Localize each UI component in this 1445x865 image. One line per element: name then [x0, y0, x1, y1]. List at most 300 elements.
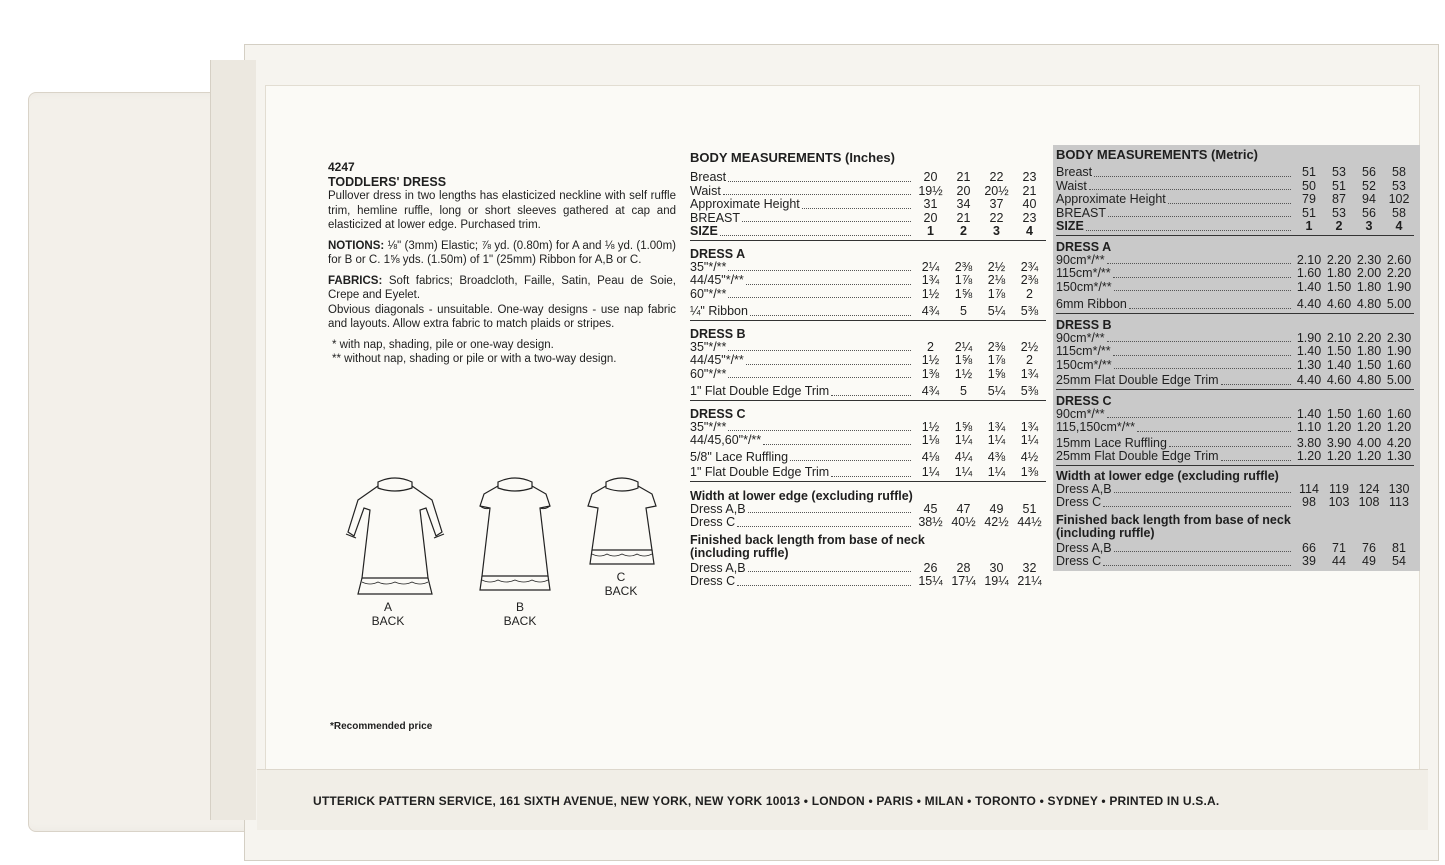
row-value: 1 — [927, 224, 934, 238]
row-label: Dress C — [690, 574, 736, 588]
row-value: 1¼ — [987, 433, 1006, 447]
inches-width-c — [690, 516, 1046, 530]
row-value: 1.90 — [1386, 344, 1412, 358]
metric-b-row-4 — [1056, 374, 1414, 388]
inches-row-breast-caps — [690, 212, 1046, 226]
row-value: 94 — [1362, 192, 1376, 206]
row-label: Breast — [1056, 165, 1093, 179]
dot-leader — [748, 512, 911, 513]
pattern-description — [328, 160, 676, 367]
row-value: 28 — [956, 560, 971, 575]
row-value: 71 — [1332, 540, 1346, 555]
metric-measurements-table — [1053, 145, 1420, 571]
row-value: 37 — [989, 197, 1004, 211]
row-label: Dress C — [1056, 495, 1102, 509]
notions-label: NOTIONS: — [328, 239, 385, 252]
dot-leader — [723, 194, 911, 195]
row-value: 38½ — [918, 515, 943, 529]
row-value: 1.60 — [1386, 406, 1412, 421]
row-value: 1 — [1305, 219, 1313, 233]
row-label: Dress A,B — [1056, 481, 1112, 496]
row-value: 130 — [1388, 481, 1410, 496]
inches-a-row-4 — [690, 305, 1046, 319]
row-value: 3 — [993, 224, 1000, 238]
row-value: 3.90 — [1326, 435, 1352, 450]
metric-a-row-2 — [1056, 267, 1414, 281]
inches-width-block — [690, 490, 1046, 589]
row-value: 2.20 — [1356, 330, 1382, 345]
row-value: 1⅜ — [921, 366, 940, 381]
row-value: 1¼ — [1020, 433, 1039, 447]
metric-heading: BODY MEASUREMENTS (Metric) — [1056, 147, 1259, 162]
inches-length-heading: Finished back length from base of neck (including ruffle) — [690, 532, 925, 560]
row-value: 2⅜ — [987, 339, 1006, 354]
row-value: 1¾ — [1020, 366, 1039, 381]
row-label: 35"*/** — [690, 259, 727, 274]
row-value: 108 — [1358, 495, 1380, 509]
metric-row-height — [1056, 193, 1414, 207]
sketch-b-letter: B — [515, 600, 524, 614]
row-label: 44/45"*/** — [690, 353, 744, 367]
metric-c-row-3 — [1056, 437, 1414, 451]
row-value: 2.00 — [1356, 266, 1382, 280]
inches-c-row-3 — [690, 451, 1046, 465]
row-value: 53 — [1392, 178, 1406, 193]
row-value: 1⅛ — [921, 433, 940, 447]
dot-leader — [763, 444, 911, 445]
inches-c-row-1 — [690, 421, 1046, 435]
row-value: 1½ — [954, 366, 973, 381]
row-value: 58 — [1392, 165, 1406, 179]
row-value: 4.60 — [1326, 373, 1352, 387]
fabrics-label: FABRICS: — [328, 274, 383, 287]
row-value: 103 — [1328, 495, 1350, 509]
fabrics-paragraph — [328, 274, 676, 303]
metric-a-row-3 — [1056, 281, 1414, 295]
sketch-c-letter: C — [616, 570, 626, 584]
dot-leader — [728, 181, 911, 182]
row-value: 2.30 — [1356, 252, 1382, 267]
dot-leader — [1114, 492, 1291, 493]
sketch-c — [572, 470, 672, 598]
metric-width-block — [1056, 470, 1414, 569]
inches-length-ab — [690, 562, 1046, 576]
inches-row-breast — [690, 171, 1046, 185]
dot-leader — [720, 235, 911, 236]
metric-length-ab — [1056, 542, 1414, 556]
metric-a-row-1 — [1056, 254, 1414, 268]
row-label: 60"*/** — [690, 366, 727, 381]
dot-leader — [1113, 277, 1291, 278]
dot-leader — [790, 460, 911, 461]
row-value: 39 — [1302, 554, 1316, 568]
row-label: Approximate Height — [690, 197, 800, 211]
dot-leader — [742, 221, 911, 222]
dot-leader — [1094, 176, 1291, 177]
inches-width-heading: Width at lower edge (excluding ruffle) — [690, 488, 913, 503]
row-value: 4.40 — [1296, 373, 1322, 387]
row-value: 114 — [1299, 481, 1319, 496]
row-value: 2.60 — [1386, 252, 1412, 267]
metric-dress-c — [1056, 394, 1414, 466]
row-value: 5⅜ — [1020, 304, 1039, 318]
row-value: 17¼ — [951, 574, 976, 588]
row-value: 1.90 — [1296, 330, 1322, 345]
row-value: 1.80 — [1356, 344, 1382, 358]
inches-row-height — [690, 198, 1046, 212]
row-value: 1.60 — [1386, 357, 1412, 372]
dot-leader — [1107, 263, 1291, 264]
dot-leader — [1113, 355, 1291, 356]
row-value: 1.40 — [1296, 279, 1322, 294]
dot-leader — [737, 526, 911, 527]
dot-leader — [1103, 565, 1291, 566]
dot-leader — [746, 364, 911, 365]
metric-c-row-1 — [1056, 408, 1414, 422]
row-value: 79 — [1302, 192, 1316, 206]
row-label: 150cm*/** — [1056, 357, 1112, 372]
row-value: 66 — [1302, 540, 1316, 555]
row-value: 2 — [1026, 286, 1033, 301]
inches-measurements-table — [690, 150, 1046, 589]
inches-b-row-4 — [690, 385, 1046, 399]
row-label: 1" Flat Double Edge Trim — [690, 384, 830, 398]
row-value: 5 — [960, 304, 967, 318]
row-label: 44/45"*/** — [690, 273, 744, 287]
row-label: 44/45,60"*/** — [690, 433, 762, 447]
row-value: 4⅜ — [987, 449, 1006, 464]
row-value: 1¾ — [1020, 419, 1039, 434]
sketch-b-label: BACK — [503, 614, 537, 628]
diagonals-note: Obvious diagonals - unsuitable. One-way designs - use nap fabric and layouts. Allow extra fabric to match plaids or stripes. — [328, 303, 676, 330]
row-value: 1½ — [921, 353, 940, 367]
row-value: 42½ — [984, 515, 1009, 529]
row-value: 1½ — [921, 419, 940, 434]
row-value: 2½ — [987, 259, 1006, 274]
row-value: 5⅜ — [1020, 384, 1039, 398]
dot-leader — [746, 284, 911, 285]
dot-leader — [1107, 417, 1291, 418]
row-value: 26 — [923, 560, 938, 575]
row-label: 1" Flat Double Edge Trim — [690, 465, 830, 479]
row-value: 1.20 — [1326, 420, 1352, 434]
dot-leader — [1108, 216, 1291, 217]
row-value: 19½ — [918, 183, 943, 198]
inches-length-c — [690, 575, 1046, 589]
row-label: Dress C — [1056, 554, 1102, 568]
metric-dress-c-title: DRESS C — [1056, 393, 1112, 408]
row-value: 1⅞ — [987, 353, 1006, 367]
row-label: 115cm*/** — [1056, 266, 1111, 280]
row-label: Dress A,B — [690, 501, 746, 516]
row-value: 1.20 — [1326, 449, 1352, 463]
row-value: 1⅞ — [954, 273, 973, 287]
dress-a-back-drawing — [340, 470, 450, 600]
inches-dress-c — [690, 407, 1046, 482]
metric-c-row-4 — [1056, 450, 1414, 464]
dot-leader — [1221, 460, 1291, 461]
dot-leader — [831, 395, 911, 396]
row-value: 81 — [1392, 540, 1406, 555]
row-value: 40 — [1022, 197, 1037, 211]
dot-leader — [1137, 431, 1291, 432]
row-label: 25mm Flat Double Edge Trim — [1056, 449, 1219, 463]
row-value: 21 — [956, 210, 971, 225]
row-value: 1.30 — [1296, 357, 1322, 372]
row-label: 150cm*/** — [1056, 279, 1112, 294]
dot-leader — [1086, 230, 1291, 231]
pattern-summary: Pullover dress in two lengths has elasticized neckline with self ruffle trim, hemline ruffle, long or short sleeves gathered at cap and elasticized at lower edge. Purchased trim. — [328, 190, 676, 231]
metric-row-breast — [1056, 166, 1414, 180]
row-value: 20 — [923, 210, 938, 225]
row-value: 56 — [1362, 165, 1376, 179]
dot-leader — [1129, 308, 1291, 309]
row-value: 54 — [1392, 554, 1406, 568]
row-value: 51 — [1332, 178, 1346, 193]
row-value: 1.20 — [1386, 420, 1412, 434]
dot-leader — [1168, 203, 1291, 204]
row-value: 58 — [1392, 205, 1406, 220]
row-value: 1⅝ — [954, 353, 973, 367]
dot-leader — [1221, 384, 1291, 385]
row-label: BREAST — [690, 210, 741, 225]
row-value: 23 — [1022, 170, 1037, 184]
inches-b-row-2 — [690, 354, 1046, 368]
row-value: 1⅝ — [954, 286, 973, 301]
inches-body-block — [690, 171, 1046, 241]
inches-a-row-3 — [690, 288, 1046, 302]
row-value: 45 — [923, 501, 938, 516]
inches-dress-b — [690, 327, 1046, 401]
row-value: 31 — [923, 197, 938, 211]
dot-leader — [748, 571, 911, 572]
row-value: 1¾ — [921, 273, 940, 287]
row-value: 4.00 — [1356, 435, 1382, 450]
row-value: 56 — [1362, 205, 1376, 220]
row-value: 1⅜ — [1020, 465, 1039, 479]
row-value: 4¾ — [921, 384, 940, 398]
row-value: 53 — [1332, 205, 1346, 220]
row-value: 51 — [1302, 205, 1316, 220]
row-value: 2¼ — [921, 259, 940, 274]
row-value: 124 — [1358, 481, 1380, 496]
row-value: 1.80 — [1356, 279, 1382, 294]
row-value: 22 — [989, 210, 1004, 225]
metric-width-c — [1056, 496, 1414, 510]
row-value: 1¼ — [987, 465, 1006, 479]
row-value: 2⅜ — [954, 259, 973, 274]
row-value: 4¼ — [954, 449, 973, 464]
row-value: 2 — [1335, 219, 1343, 233]
row-value: 20 — [923, 170, 938, 184]
row-value: 1¼ — [921, 465, 940, 479]
metric-row-waist — [1056, 180, 1414, 194]
row-value: 1⅞ — [987, 286, 1006, 301]
no-nap-note: ** without nap, shading or pile or with a two-way design. — [332, 353, 617, 365]
row-value: 1.40 — [1296, 406, 1322, 421]
row-value: 4¾ — [921, 304, 940, 318]
metric-body-block — [1056, 166, 1414, 236]
row-label: ¼" Ribbon — [690, 304, 748, 318]
pattern-number: 4247 — [328, 160, 355, 174]
row-value: 1¼ — [954, 465, 973, 479]
row-value: 2 — [960, 224, 967, 238]
row-value: 2⅜ — [1020, 273, 1039, 287]
inches-a-row-1 — [690, 261, 1046, 275]
sketch-a — [340, 470, 450, 628]
inches-dress-c-title: DRESS C — [690, 406, 746, 421]
row-value: 4 — [1395, 219, 1403, 233]
row-value: 20½ — [984, 183, 1009, 198]
dot-leader — [728, 297, 911, 298]
metric-c-row-2 — [1056, 421, 1414, 435]
metric-dress-b — [1056, 318, 1414, 390]
row-value: 40½ — [951, 515, 976, 529]
publisher-footer: UTTERICK PATTERN SERVICE, 161 SIXTH AVENUE, NEW YORK, NEW YORK 10013 • LONDON • PARIS • MILAN • TORONTO • SYDNEY • PRINTED IN U.S.A. — [313, 794, 1220, 808]
row-value: 2.10 — [1296, 252, 1322, 267]
back-view-sketches — [340, 470, 670, 640]
row-value: 21 — [1022, 183, 1037, 198]
metric-length-c — [1056, 555, 1414, 569]
row-value: 32 — [1022, 560, 1037, 575]
row-value: 1.50 — [1326, 406, 1352, 421]
metric-b-row-3 — [1056, 359, 1414, 373]
inches-c-row-2 — [690, 434, 1046, 448]
dot-leader — [728, 350, 911, 351]
row-value: 2.20 — [1386, 266, 1412, 280]
notions-paragraph — [328, 239, 676, 268]
row-label: 15mm Lace Ruffling — [1056, 435, 1167, 450]
row-value: 44 — [1332, 554, 1346, 568]
row-value: 1½ — [921, 286, 940, 301]
metric-width-ab — [1056, 483, 1414, 497]
row-label: Dress A,B — [690, 560, 746, 575]
row-value: 2⅛ — [987, 273, 1006, 287]
row-label: Dress A,B — [1056, 540, 1112, 555]
row-value: 1¾ — [987, 419, 1006, 434]
metric-length-heading: Finished back length from base of neck (including ruffle) — [1056, 512, 1291, 540]
metric-dress-b-title: DRESS B — [1056, 317, 1112, 332]
row-value: 2.10 — [1326, 330, 1352, 345]
row-value: 21¼ — [1017, 574, 1042, 588]
row-value: 1¼ — [954, 433, 973, 447]
row-label: 115,150cm*/** — [1056, 420, 1135, 434]
dot-leader — [1114, 368, 1291, 369]
row-value: 53 — [1332, 165, 1346, 179]
row-value: 4.40 — [1296, 297, 1322, 311]
row-label: Waist — [1056, 178, 1087, 193]
row-label: Approximate Height — [1056, 192, 1166, 206]
row-value: 1.20 — [1356, 449, 1382, 463]
row-value: 2.30 — [1386, 330, 1412, 345]
row-value: 5¼ — [987, 304, 1006, 318]
metric-dress-a — [1056, 240, 1414, 314]
row-value: 1.60 — [1296, 266, 1322, 280]
row-value: 2¾ — [1020, 259, 1039, 274]
metric-row-breast-caps — [1056, 207, 1414, 221]
fabrics-text: Soft fabrics; Broadcloth, Faille, Satin, Peau de Soie, Crepe and Eyelet. — [328, 274, 676, 301]
metric-b-row-1 — [1056, 332, 1414, 346]
row-value: 4.20 — [1386, 435, 1412, 450]
row-value: 20 — [956, 183, 971, 198]
inches-b-row-3 — [690, 368, 1046, 382]
metric-row-size — [1056, 220, 1414, 234]
dot-leader — [750, 315, 911, 316]
row-value: 49 — [1362, 554, 1376, 568]
row-value: 2¼ — [954, 339, 973, 354]
row-value: 1.10 — [1296, 420, 1322, 434]
row-label: 90cm*/** — [1056, 406, 1105, 421]
row-value: 1.40 — [1326, 357, 1352, 372]
row-value: 2 — [927, 339, 934, 354]
dot-leader — [1103, 506, 1291, 507]
row-value: 51 — [1302, 165, 1316, 179]
row-value: 51 — [1022, 501, 1037, 516]
inches-dress-a-title: DRESS A — [690, 246, 746, 261]
inches-a-row-2 — [690, 274, 1046, 288]
dot-leader — [1114, 290, 1291, 291]
row-value: 23 — [1022, 210, 1037, 225]
sketch-a-label: BACK — [371, 614, 405, 628]
row-label: BREAST — [1056, 205, 1107, 220]
dot-leader — [728, 430, 911, 431]
row-value: 119 — [1329, 481, 1349, 496]
row-value: 113 — [1389, 495, 1409, 509]
dress-c-back-drawing — [572, 470, 672, 570]
dot-leader — [1114, 551, 1291, 552]
row-label: Breast — [690, 170, 727, 184]
row-value: 19¼ — [984, 574, 1009, 588]
inches-dress-a — [690, 247, 1046, 321]
dot-leader — [1089, 189, 1291, 190]
notions-text: ⅛" (3mm) Elastic; ⅞ yd. (0.80m) for A and ⅛ yd. (1.00m) for B or C. 1⅝ yds. (1.50m) of 1" (25mm) Ribbon for A,B or C. — [328, 239, 676, 266]
row-value: 44½ — [1017, 515, 1042, 529]
row-label: 60"*/** — [690, 286, 727, 301]
row-value: 76 — [1362, 540, 1376, 555]
metric-dress-a-title: DRESS A — [1056, 239, 1112, 254]
row-value: 1.20 — [1356, 420, 1382, 434]
row-value: 3 — [1365, 219, 1373, 233]
row-label: 35"*/** — [690, 419, 727, 434]
row-value: 1⅝ — [987, 366, 1006, 381]
metric-b-row-2 — [1056, 345, 1414, 359]
row-value: 50 — [1302, 178, 1316, 193]
row-value: 1.50 — [1326, 344, 1352, 358]
row-label: Dress C — [690, 515, 736, 529]
dot-leader — [737, 585, 911, 586]
row-label: SIZE — [1056, 219, 1084, 233]
sketch-a-letter: A — [383, 600, 392, 614]
row-value: 1.80 — [1326, 266, 1352, 280]
row-value: 4 — [1026, 224, 1033, 238]
row-label: 35"*/** — [690, 339, 727, 354]
row-value: 1.50 — [1326, 279, 1352, 294]
row-label: 6mm Ribbon — [1056, 297, 1127, 311]
row-label: Waist — [690, 183, 721, 198]
pattern-title: TODDLERS' DRESS — [328, 174, 447, 189]
dot-leader — [1169, 446, 1291, 447]
row-value: 1.50 — [1356, 357, 1382, 372]
row-value: 2½ — [1020, 339, 1039, 354]
dot-leader — [802, 208, 911, 209]
metric-width-heading: Width at lower edge (excluding ruffle) — [1056, 468, 1279, 483]
metric-a-row-4 — [1056, 298, 1414, 312]
row-value: 4.60 — [1326, 297, 1352, 311]
row-value: 22 — [989, 170, 1004, 184]
sketch-b — [460, 470, 570, 628]
row-value: 52 — [1362, 178, 1376, 193]
row-value: 21 — [956, 170, 971, 184]
